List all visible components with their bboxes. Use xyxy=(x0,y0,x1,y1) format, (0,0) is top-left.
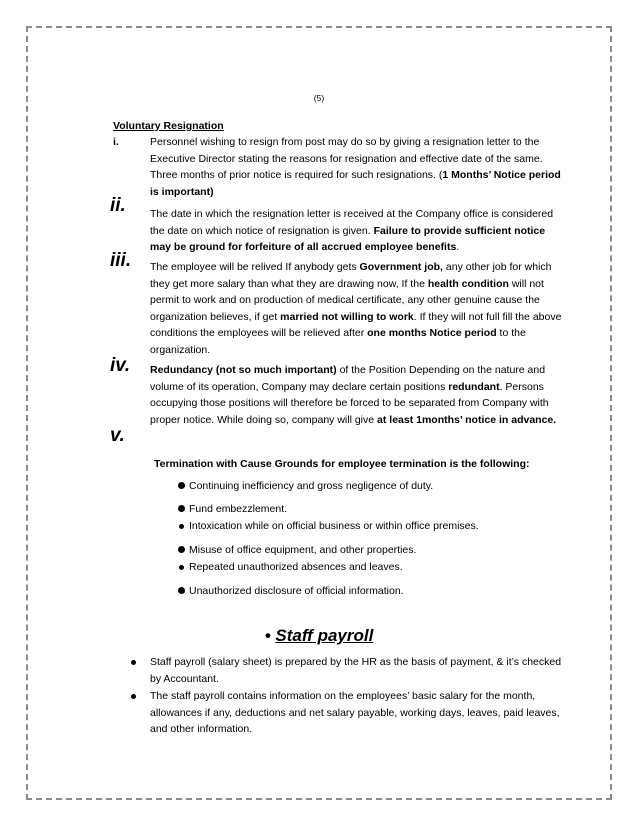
bullet-icon xyxy=(175,583,187,600)
bullet-icon xyxy=(131,688,136,705)
termination-item: Misuse of office equipment, and other properties. xyxy=(189,544,417,556)
item-iv-text: Redundancy (not so much important) of the Position Depending on the nature and volume of its operation, Company may declare certain positions redundant. Persons occupying those positions will therefore be forced to be separated from Company with proper notice. While doing so, company will give at least 1months’ notice in advance. xyxy=(150,364,557,426)
item-i-number: i. xyxy=(113,136,119,148)
bullet-icon: • xyxy=(264,626,276,645)
bullet-icon xyxy=(131,654,136,671)
bullet-icon xyxy=(175,559,187,576)
termination-item: Unauthorized disclosure of official information. xyxy=(189,585,404,597)
termination-item: Intoxication while on official business or within office premises. xyxy=(189,520,479,532)
payroll-item: The staff payroll contains information on the employees’ basic salary for the month, allowances if any, deductions and net salary payable, working days, leaves, paid leaves, and other information. xyxy=(150,690,560,735)
termination-item: Repeated unauthorized absences and leaves. xyxy=(189,561,403,573)
item-v-number: v. xyxy=(110,425,125,446)
bullet-icon xyxy=(175,478,187,495)
item-iii-number: iii. xyxy=(110,250,132,271)
bullet-icon xyxy=(175,542,187,559)
bullet-icon xyxy=(175,501,187,518)
termination-item: Continuing inefficiency and gross negligence of duty. xyxy=(189,480,434,492)
payroll-title: • Staff payroll xyxy=(264,626,374,645)
item-iv-number: iv. xyxy=(110,355,131,376)
termination-item: Fund embezzlement. xyxy=(189,503,288,515)
section-heading: Voluntary Resignation xyxy=(113,120,224,132)
page-number: (5) xyxy=(313,93,325,103)
payroll-item: Staff payroll (salary sheet) is prepared by the HR as the basis of payment, & it’s checked by Accountant. xyxy=(150,656,562,685)
item-ii-number: ii. xyxy=(110,195,126,216)
item-ii-text: The date in which the resignation letter is received at the Company office is considered the date on which notice of resignation is given. Failure to provide sufficient notice may be ground for forfeiture of all accrued employee benefits. xyxy=(150,208,554,253)
termination-title: Termination with Cause Grounds for employee termination is the following: xyxy=(154,458,530,470)
item-i-text: Personnel wishing to resign from post may do so by giving a resignation letter to the Executive Director stating the reasons for resignation and effective date of the same. Three months of prior notice is required for such resignations. (1 Months’ Notice period is important) xyxy=(150,136,561,198)
bullet-icon xyxy=(175,518,187,535)
item-iii-text: The employee will be relived If anybody gets Government job, any other job for which they get more salary than what they are drawing now, If the health condition will not permit to work and on production of medical certificate, any other genuine cause the organization believes, if get married not willing to work. If they will not full fill the above conditions the employees will be relieved after one months Notice period to the organization. xyxy=(150,261,562,356)
